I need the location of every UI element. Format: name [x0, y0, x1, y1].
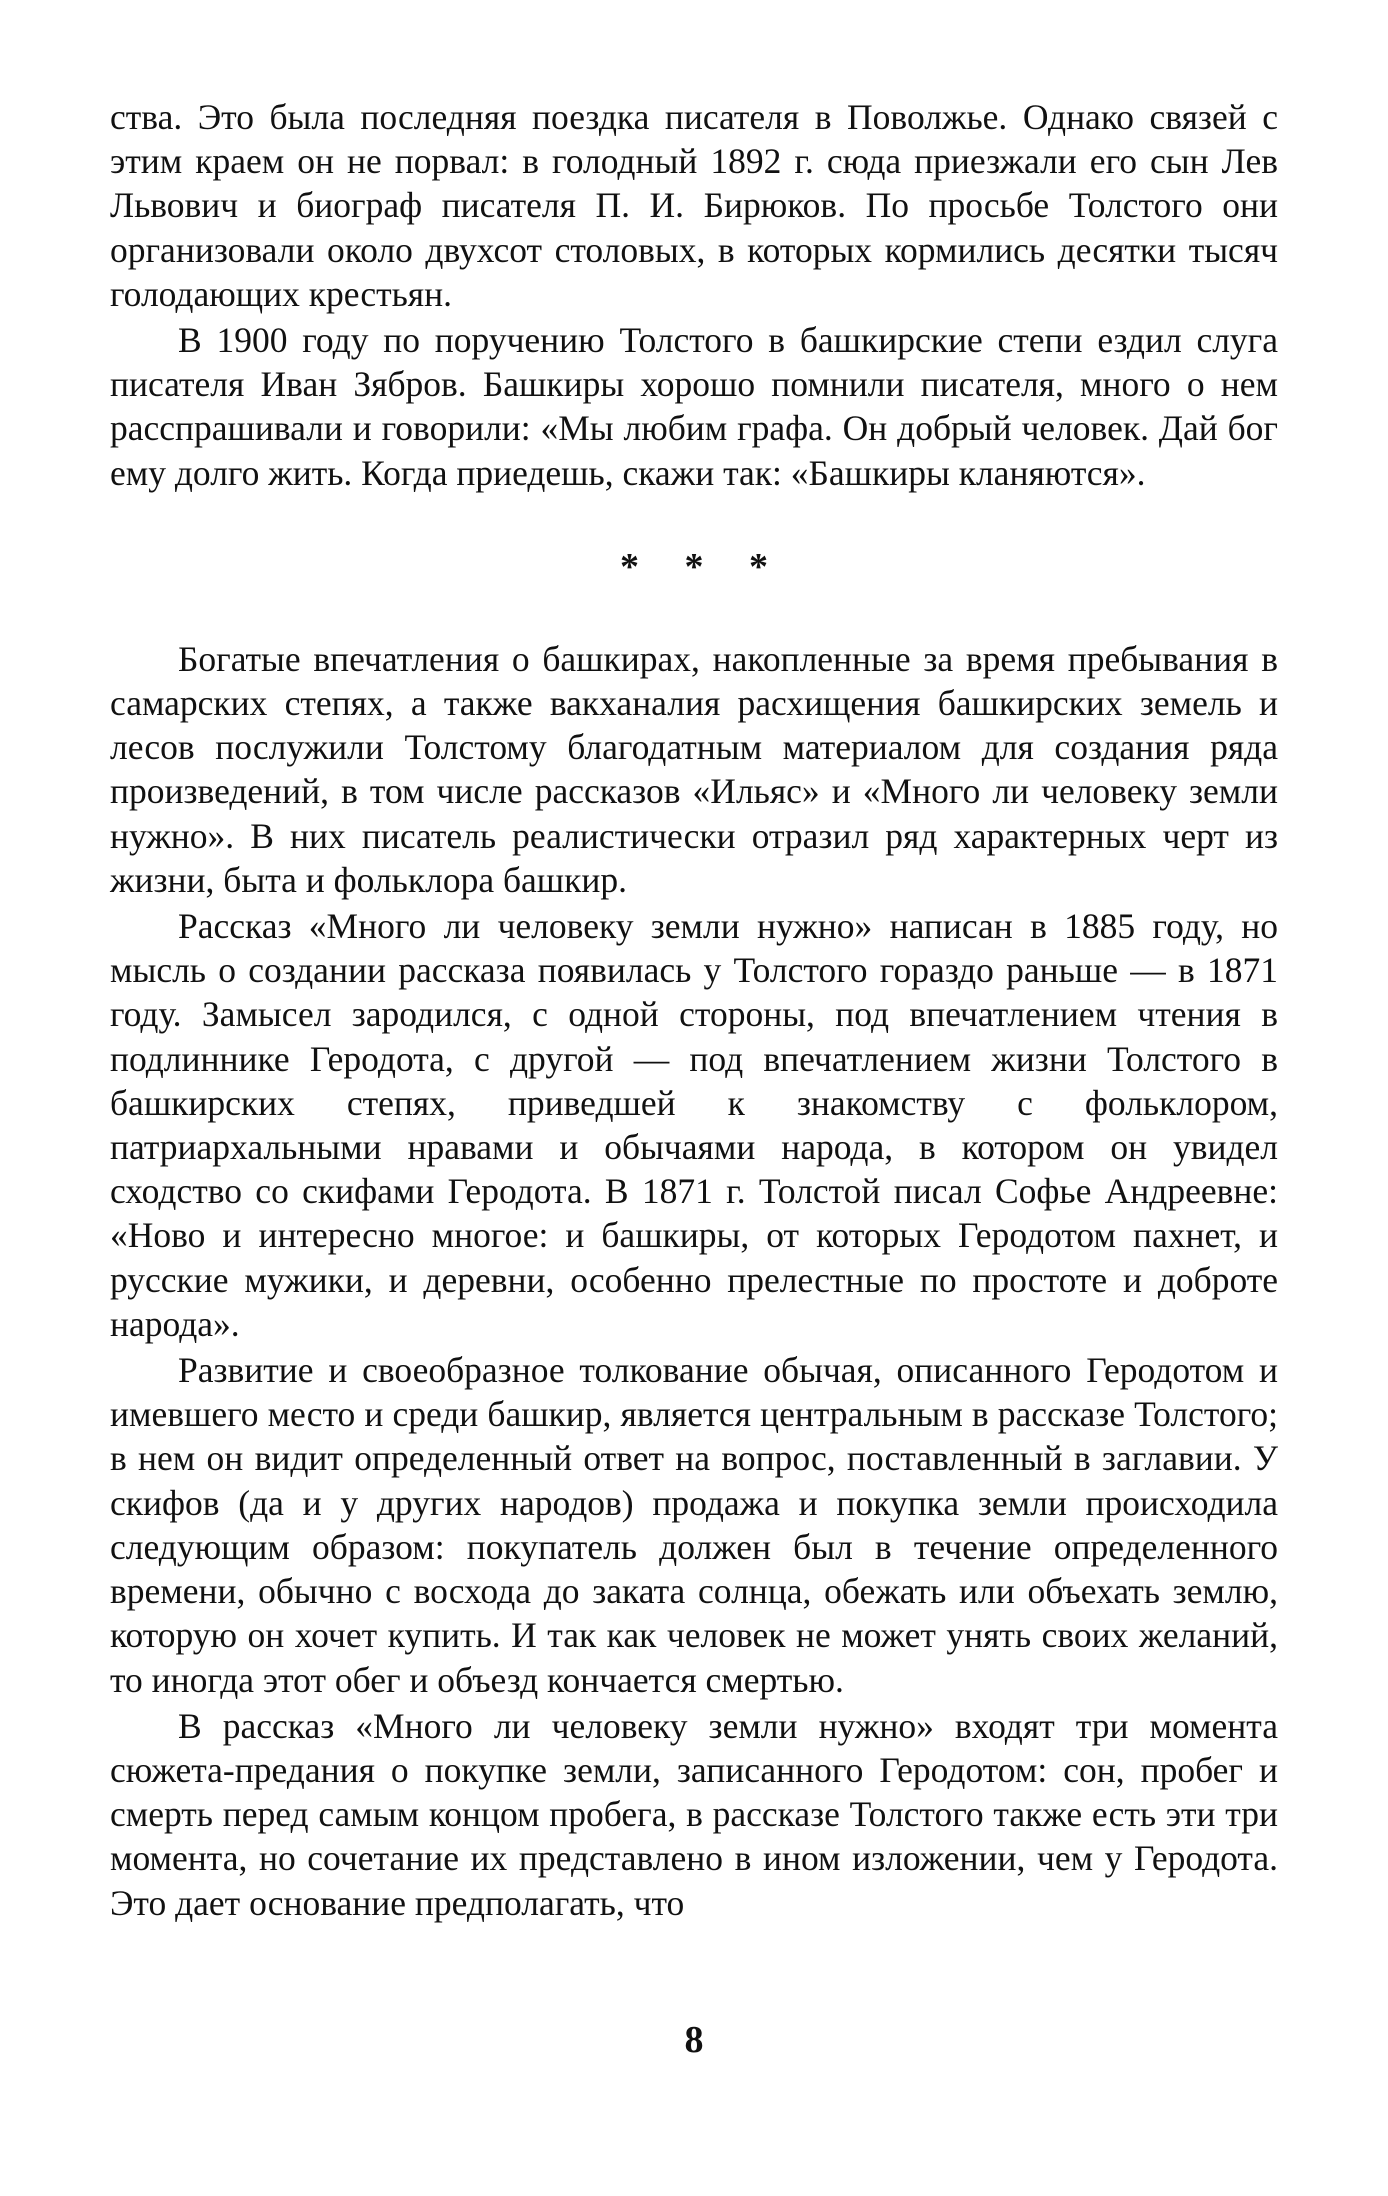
section-separator: * * *: [620, 545, 786, 588]
page-body: [110, 95, 1278, 1925]
paragraph-story-history: Рассказ «Много ли человеку земли нужно» написан в 1885 году, но мысль о создании рассказа появилась у Толстого гораздо раньше — в 1871 году. Замысел зародился, с одной стороны, под впечатлением чтения в подлиннике Геродота, с другой — под впечатлением жизни Толстого в башкирских степях, приведшей к знакомству с фольклором, патриархальными нравами и обычаями народа, в котором он увидел сходство со скифами Геродота. В 1871 г. Толстой писал Софье Андреевне: «Ново и интересно многое: и башкиры, от которых Геродотом пахнет, и русские мужики, и деревни, особенно прелестные по простоте и доброте народа».: [110, 906, 1278, 1344]
paragraph-three-moments: В рассказ «Много ли человеку земли нужно» входят три момента сюжета-предания о покупке земли, записанного Геродотом: сон, пробег и смерть перед самым концом пробега, в рассказе Толстого также есть эти три момента, но сочетание их представлено в ином изложении, чем у Геродота. Это дает основание предполагать, что: [110, 1705, 1278, 1923]
page-number: 8: [684, 2019, 704, 2061]
paragraph-impressions: Богатые впечатления о башкирах, накопленные за время пребывания в самарских степях, а также вакханалия расхищения башкирских земель и лесов послужили Толстому благодатным материалом для создания ряда произведений, в том числе рассказов «Ильяс» и «Много ли человеку земли нужно». В них писатель реалистически отразил ряд характерных черт из жизни, быта и фольклора башкир.: [110, 638, 1278, 900]
paragraph-custom: Развитие и своеобразное толкование обычая, описанного Геродотом и имевшего место и среди башкир, является центральным в рассказе Толстого; в нем он видит определенный ответ на вопрос, поставленный в заглавии. У скифов (да и у других народов) продажа и покупка земли происходила следующим образом: покупатель должен был в течение определенного времени, обычно с восхода до заката солнца, обежать или объехать землю, которую он хочет купить. И так как человек не может унять своих желаний, то иногда этот обег и объезд кончается смертью.: [110, 1350, 1278, 1700]
paragraph-zyabrov: В 1900 году по поручению Толстого в башкирские степи ездил слуга писателя Иван Зябров. Башкиры хорошо помнили писателя, много о нем расспрашивали и говорили: «Мы любим графа. Он добрый человек. Дай бог ему долго жить. Когда приедешь, скажи так: «Башкиры кланяются».: [110, 320, 1278, 493]
paragraph-continuation: ства. Это была последняя поездка писателя в Поволжье. Однако связей с этим краем он не порвал: в голодный 1892 г. сюда приезжали его сын Лев Львович и биограф писателя П. И. Бирюков. По просьбе Толстого они организовали около двухсот столовых, в которых кормились десятки тысяч голодающих крестьян.: [110, 97, 1278, 314]
